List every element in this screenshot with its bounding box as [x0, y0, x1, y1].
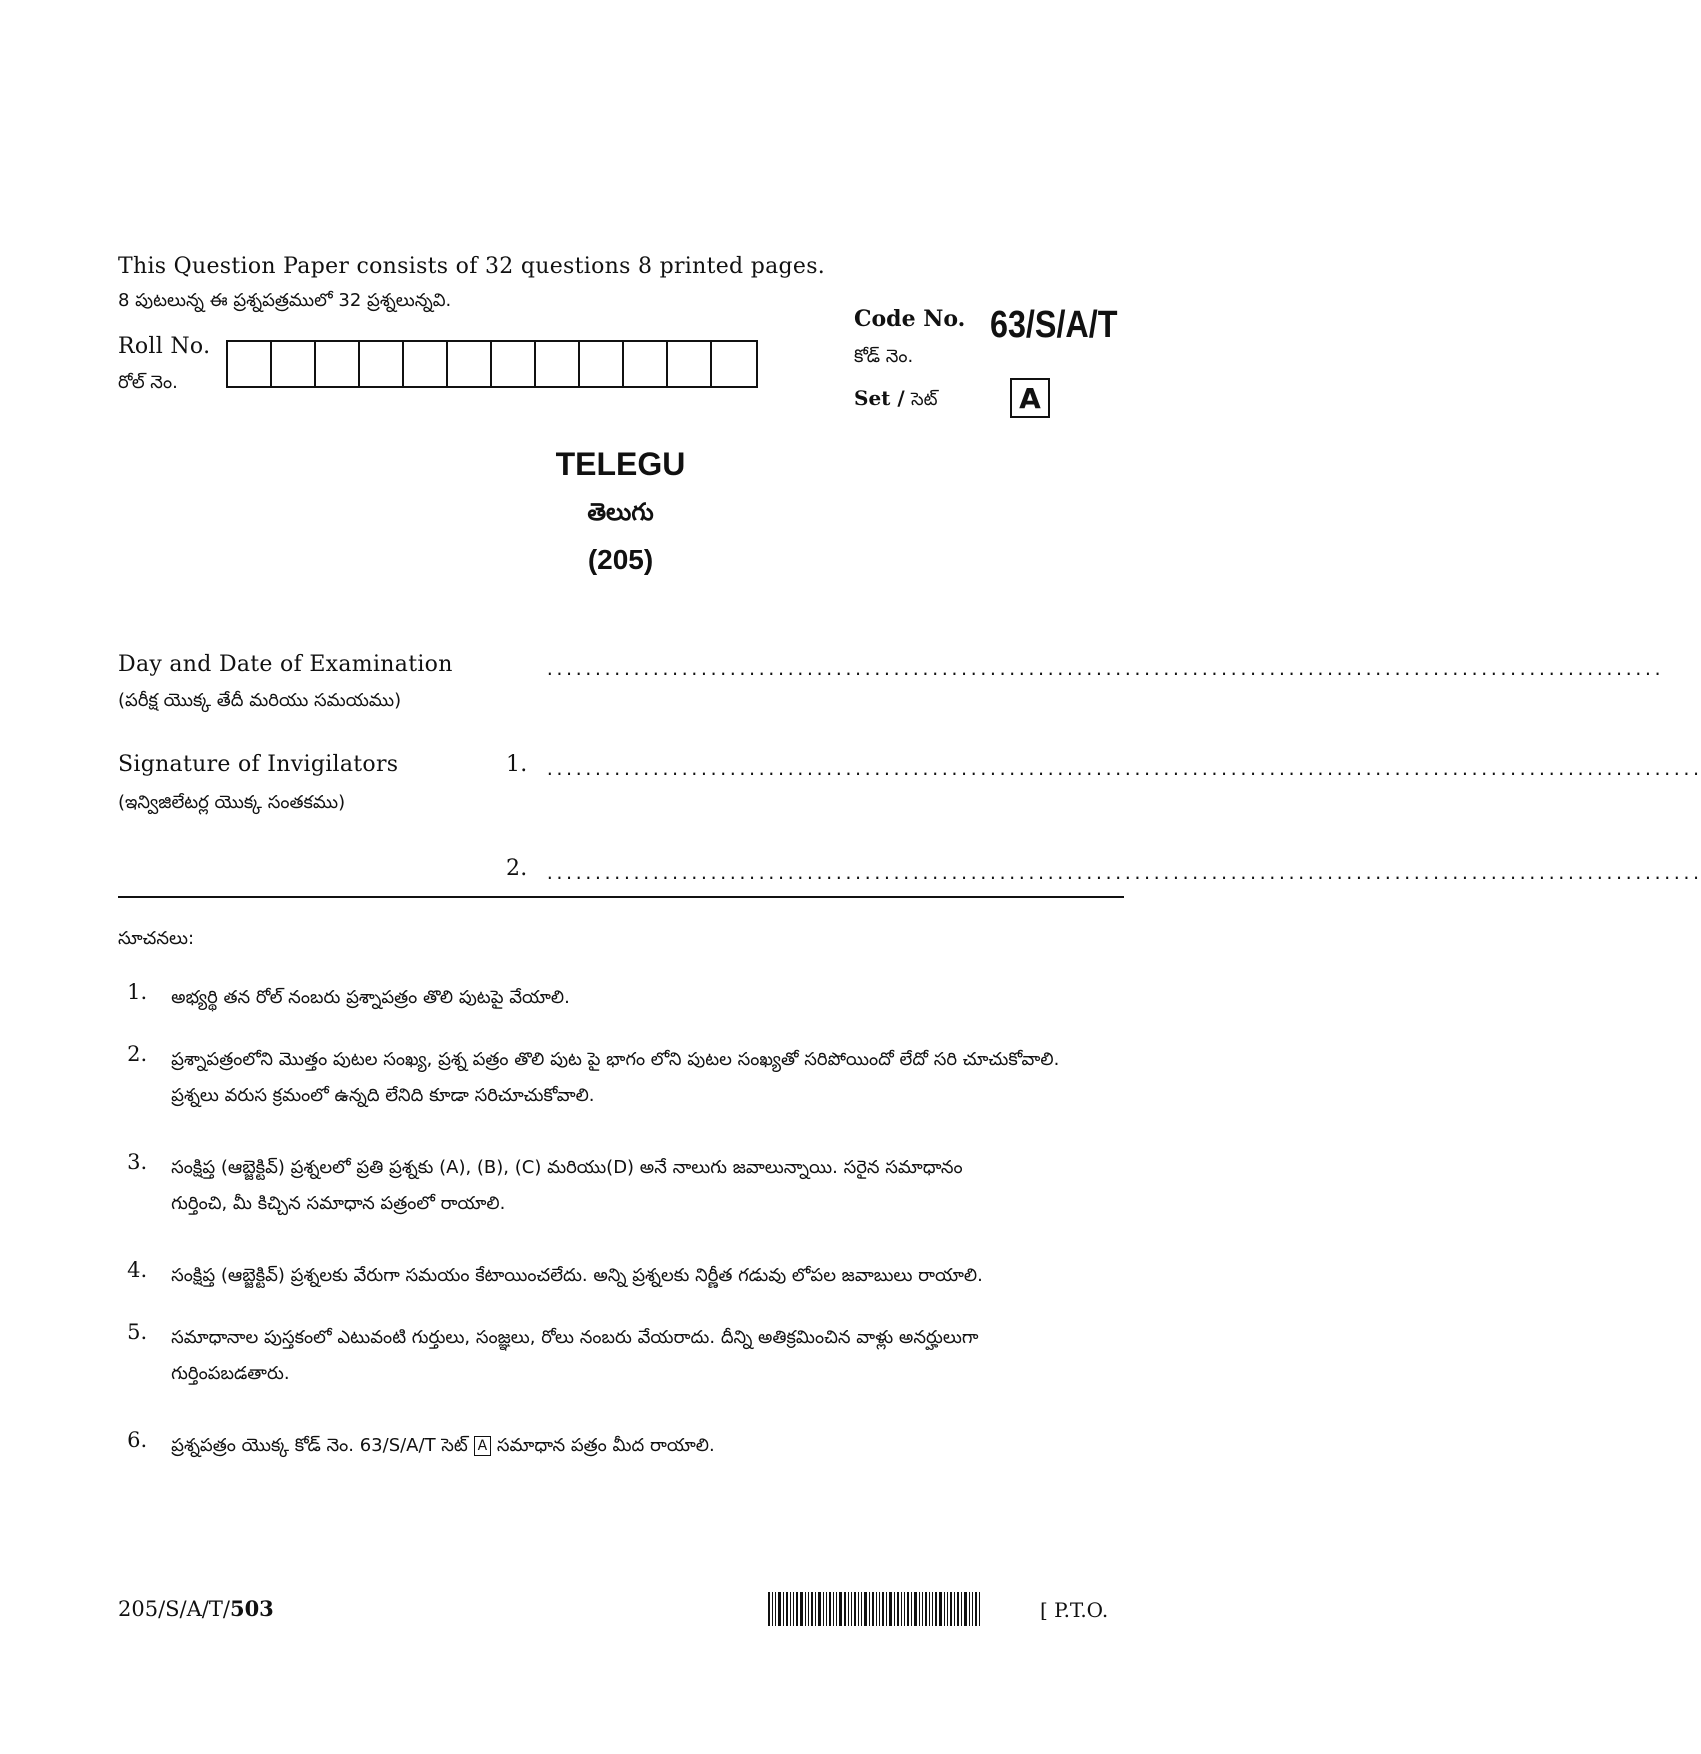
pages-info-english: This Question Paper consists of 32 questions 8 printed pages.: [118, 254, 826, 279]
roll-number-box[interactable]: [360, 342, 404, 386]
set-label-telugu: సెట్: [911, 389, 938, 410]
code-number: 63/S/A/T: [990, 304, 1118, 346]
instruction-line: గుర్తింపబడతారు.: [171, 1363, 290, 1384]
signature-1-number: 1.: [506, 752, 528, 777]
set-label-english: Set /: [854, 386, 905, 410]
code-no-label: Code No.: [854, 306, 966, 332]
pto-label: [ P.T.O.: [1040, 1598, 1109, 1622]
barcode: [768, 1592, 982, 1626]
code-no-label-telugu: కోడ్ నెం.: [854, 346, 914, 367]
roll-number-box[interactable]: [492, 342, 536, 386]
instruction-line: సమాధానాల పుస్తకంలో ఎటువంటి గుర్తులు, సంజ్ఞలు, రోలు నంబరు వేయరాదు. దీన్ని అతిక్రమించిన వాళ్లు అనర్హులుగా: [171, 1327, 979, 1348]
roll-number-box[interactable]: [580, 342, 624, 386]
signature-1-dotted-line[interactable]: ........................................................................................................................: [545, 760, 1701, 779]
horizontal-rule: [118, 896, 1124, 898]
instruction-line: ప్రశ్నలు వరుస క్రమంలో ఉన్నది లేనిది కూడా సరిచూచుకోవాలి.: [171, 1085, 595, 1106]
roll-number-box[interactable]: [536, 342, 580, 386]
instruction-number: 6.: [127, 1428, 148, 1452]
roll-number-box[interactable]: [668, 342, 712, 386]
subject-code: (205): [587, 544, 654, 575]
instruction-number: 1.: [127, 980, 148, 1004]
roll-number-box[interactable]: [624, 342, 668, 386]
signature-label-telugu: (ఇన్విజిలేటర్ల యొక్క సంతకము): [118, 792, 346, 813]
pages-info-telugu: 8 పుటలున్న ఈ ప్రశ్నపత్రములో 32 ప్రశ్నలున్నవి.: [118, 290, 452, 311]
signature-2-dotted-line[interactable]: ........................................................................................................................: [545, 864, 1701, 883]
date-label: Day and Date of Examination: [118, 652, 453, 677]
roll-number-box[interactable]: [316, 342, 360, 386]
instruction-number: 2.: [127, 1042, 148, 1066]
list-item: [118, 1150, 1124, 1258]
subject-title: TELEGU: [555, 446, 686, 482]
roll-number-box[interactable]: [272, 342, 316, 386]
roll-number-box[interactable]: [448, 342, 492, 386]
roll-number-boxes[interactable]: [226, 340, 758, 388]
roll-no-label-telugu: రోల్ నెం.: [118, 372, 178, 393]
date-dotted-line[interactable]: ....................................................................................................................: [545, 660, 1663, 679]
subject-title-telugu: తెలుగు: [587, 498, 654, 526]
list-item: [118, 980, 1124, 1042]
instruction-line: గుర్తించి, మీ కిచ్చిన సమాధాన పత్రంలో రాయాలి.: [171, 1193, 506, 1214]
instruction-line: సంక్షిప్త (ఆబ్జెక్టివ్) ప్రశ్నలకు వేరుగా సమయం కేటాయించలేదు. అన్ని ప్రశ్నలకు నిర్ణీత గడువు లోపల జవాబులు రాయాలి.: [171, 1265, 983, 1286]
set-label: [854, 386, 938, 414]
instruction-line: ప్రశ్నాపత్రంలోని మొత్తం పుటల సంఖ్య, ప్రశ్న పత్రం తొలి పుట పై భాగం లోని పుటల సంఖ్యతో సరిపోయిందో లేదో సరి చూచుకోవాలి.: [171, 1049, 1060, 1070]
instruction-line: సంక్షిప్త (ఆబ్జెక్టివ్) ప్రశ్నలలో ప్రతి ప్రశ్నకు (A), (B), (C) మరియు(D) అనే నాలుగు జవాలున్నాయి. సరైన సమాధానం: [171, 1157, 963, 1178]
date-label-telugu: (పరీక్ష యొక్క తేదీ మరియు సమయము): [118, 690, 402, 711]
instructions-list: [118, 980, 1124, 1490]
instructions-heading: సూచనలు:: [118, 928, 195, 949]
signature-2-number: 2.: [506, 856, 528, 881]
instruction-line: అభ్యర్థి తన రోల్ నంబరు ప్రశ్నాపత్రం తొలి పుటపై వేయాలి.: [171, 987, 570, 1008]
list-item: [118, 1258, 1124, 1320]
instruction-number: 4.: [127, 1258, 148, 1282]
roll-number-box[interactable]: [712, 342, 756, 386]
paper-code-prefix: 205/S/A/T/: [118, 1597, 230, 1621]
list-item: [118, 1428, 1124, 1490]
instruction-line: ప్రశ్నపత్రం యొక్క కోడ్ నెం. 63/S/A/T సెట్: [171, 1435, 468, 1456]
paper-code-number: 503: [229, 1596, 274, 1621]
list-item: [118, 1042, 1124, 1150]
set-box: A: [1010, 378, 1050, 418]
instruction-number: 3.: [127, 1150, 148, 1174]
instruction-number: 5.: [127, 1320, 148, 1344]
list-item: [118, 1320, 1124, 1428]
paper-code: [118, 1596, 274, 1621]
roll-no-label: Roll No.: [118, 334, 211, 359]
roll-number-box[interactable]: [404, 342, 448, 386]
signature-label: Signature of Invigilators: [118, 752, 399, 777]
set-inline-box: A: [474, 1436, 492, 1456]
roll-number-box[interactable]: [228, 342, 272, 386]
instruction-line: సమాధాన పత్రం మీద రాయాలి.: [496, 1435, 715, 1456]
